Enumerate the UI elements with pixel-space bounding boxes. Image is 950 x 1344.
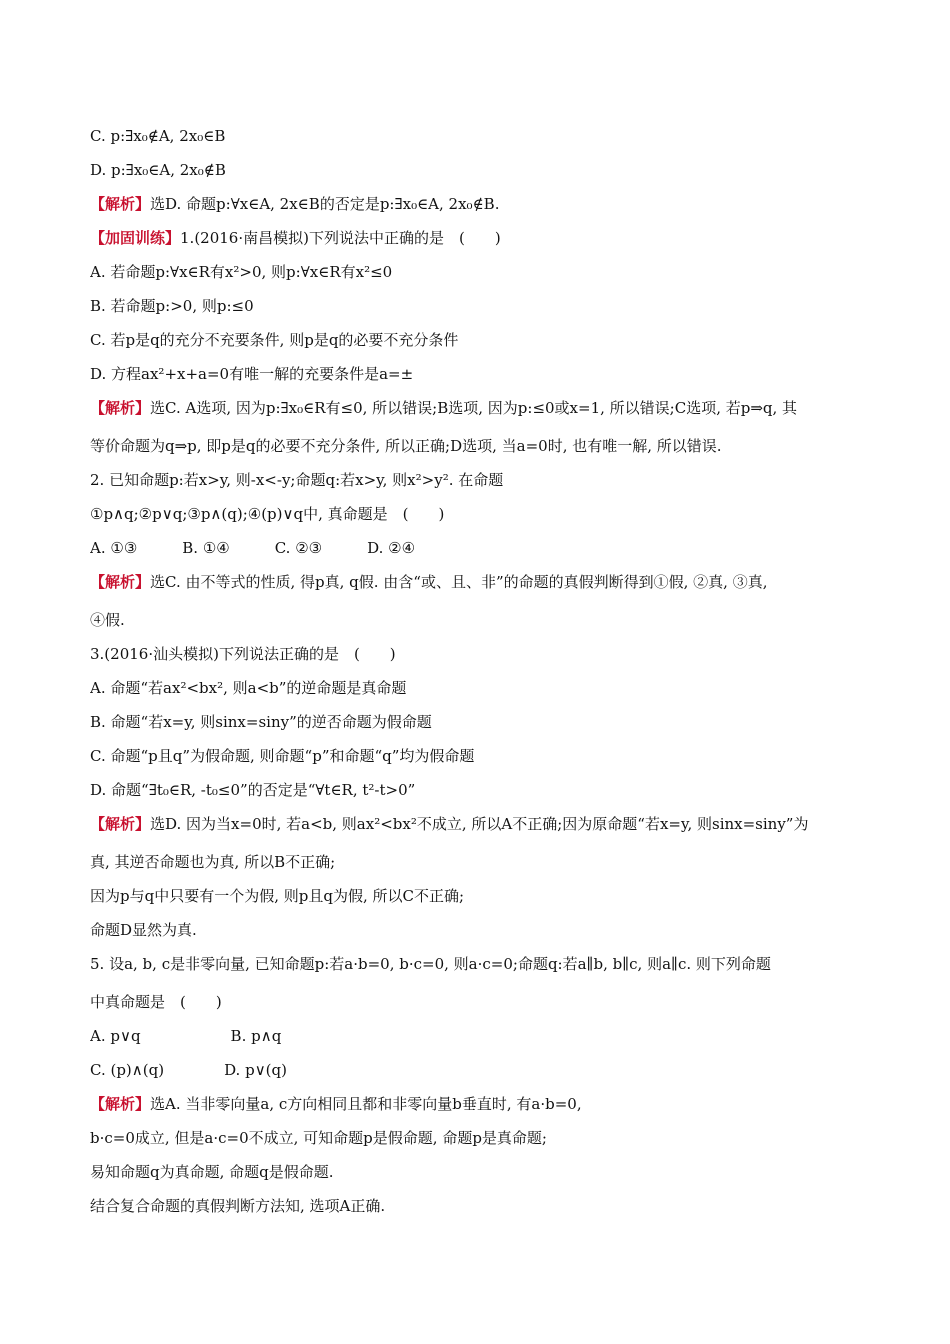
solution: 【解析】选A. 当非零向量a, c方向相同且都和非零向量b垂直时, 有a·b=0,	[90, 1095, 582, 1113]
solution-continued: 结合复合命题的真假判断方法知, 选项A正确.	[90, 1197, 386, 1215]
option-d: D. 方程ax²+x+a=0有唯一解的充要条件是a=±	[90, 365, 414, 383]
options-row: A. ①③ B. ①④ C. ②③ D. ②④	[90, 539, 416, 557]
solution: 【解析】选C. 由不等式的性质, 得p真, q假. 由含“或、且、非”的命题的真假判断得到①假, ②真, ③真,	[90, 573, 768, 591]
options-row: C. (p)∧(q) D. p∨(q)	[90, 1061, 287, 1079]
solution-continued: 易知命题q为真命题, 命题q是假命题.	[90, 1163, 334, 1181]
solution-continued: 真, 其逆否命题也为真, 所以B不正确;	[90, 853, 336, 871]
exercise-heading: 【加固训练】1.(2016·南昌模拟)下列说法中正确的是 ( )	[90, 229, 501, 247]
option-d: D. 命题“∃t₀∈R, -t₀≤0”的否定是“∀t∈R, t²-t>0”	[90, 781, 416, 799]
solution-continued: 等价命题为q⇒p, 即p是q的必要不充分条件, 所以正确;D选项, 当a=0时, 也有唯一解, 所以错误.	[90, 437, 722, 455]
question-stem: ①p∧q;②p∨q;③p∧(q);④(p)∨q中, 真命题是 ( )	[90, 505, 445, 523]
option-c: C. 若p是q的充分不充要条件, 则p是q的必要不充分条件	[90, 331, 459, 349]
option-a: A. 若命题p:∀x∈R有x²>0, 则p:∀x∈R有x²≤0	[90, 263, 393, 281]
option-b: B. 命题“若x=y, 则sinx=siny”的逆否命题为假命题	[90, 713, 432, 731]
question-stem: 2. 已知命题p:若x>y, 则-x<-y;命题q:若x>y, 则x²>y². 在命题	[90, 471, 504, 489]
solution: 【解析】选C. A选项, 因为p:∃x₀∈R有≤0, 所以错误;B选项, 因为p:≤0或x=1, 所以错误;C选项, 若p⇒q, 其	[90, 399, 798, 417]
solution-tag: 【解析】	[90, 573, 151, 591]
question-stem: 3.(2016·汕头模拟)下列说法正确的是 ( )	[90, 645, 396, 663]
option-b: B. 若命题p:>0, 则p:≤0	[90, 297, 254, 315]
solution-tag: 【解析】	[90, 195, 151, 213]
solution-tag: 【解析】	[90, 1095, 151, 1113]
solution: 【解析】选D. 命题p:∀x∈A, 2x∈B的否定是p:∃x₀∈A, 2x₀∉B.	[90, 195, 500, 213]
solution-tag: 【解析】	[90, 815, 151, 833]
option-d: D. p:∃x₀∈A, 2x₀∉B	[90, 161, 226, 179]
solution-continued: 命题D显然为真.	[90, 921, 197, 939]
option-a: A. 命题“若ax²<bx², 则a<b”的逆命题是真命题	[90, 679, 407, 697]
solution-tag: 【解析】	[90, 399, 151, 417]
solution-continued: b·c=0成立, 但是a·c=0不成立, 可知命题p是假命题, 命题p是真命题;	[90, 1129, 547, 1147]
question-stem: 中真命题是 ( )	[90, 993, 222, 1011]
option-c: C. 命题“p且q”为假命题, 则命题“p”和命题“q”均为假命题	[90, 747, 475, 765]
option-c: C. p:∃x₀∉A, 2x₀∈B	[90, 127, 226, 145]
options-row: A. p∨q B. p∧q	[90, 1027, 282, 1045]
question-stem: 5. 设a, b, c是非零向量, 已知命题p:若a·b=0, b·c=0, 则a·c=0;命题q:若a∥b, b∥c, 则a∥c. 则下列命题	[90, 955, 771, 973]
solution-continued: 因为p与q中只要有一个为假, 则p且q为假, 所以C不正确;	[90, 887, 465, 905]
exercise-tag: 【加固训练】	[90, 229, 181, 247]
solution-continued: ④假.	[90, 611, 125, 629]
solution: 【解析】选D. 因为当x=0时, 若a<b, 则ax²<bx²不成立, 所以A不正确;因为原命题“若x=y, 则sinx=siny”为	[90, 815, 809, 833]
